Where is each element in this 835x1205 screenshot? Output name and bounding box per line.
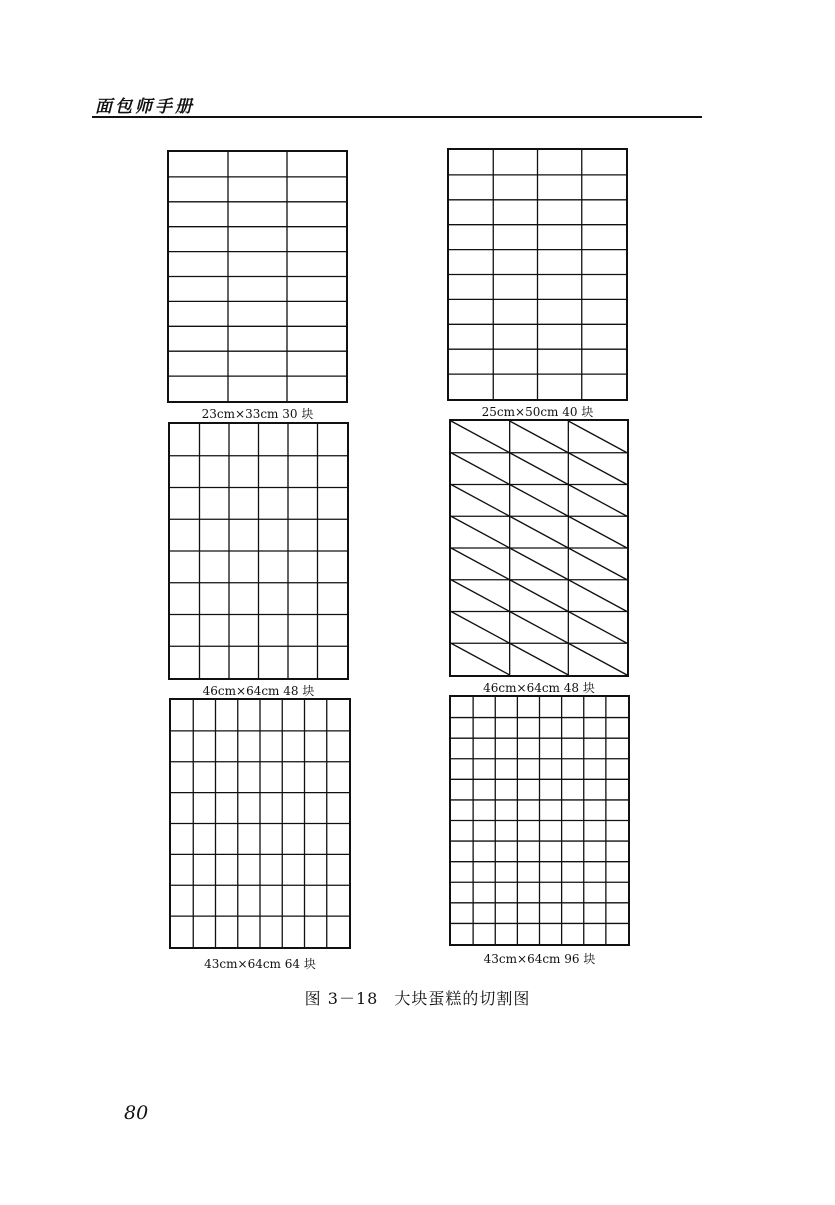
diagonal-cut-line (568, 421, 627, 453)
cutting-diagram-3 (168, 422, 349, 680)
diagonal-cut-line (510, 643, 569, 675)
diagonal-cut-line (568, 548, 627, 580)
diagonal-cut-line (451, 643, 510, 675)
page-number: 80 (124, 1102, 149, 1124)
diagonal-cut-line (568, 516, 627, 548)
diagonal-cut-line (451, 453, 510, 485)
diagram-caption-4: 46cm×64cm 48 块 (483, 681, 595, 695)
figure-title: 大块蛋糕的切割图 (394, 989, 531, 1008)
figure-caption (0, 986, 835, 1009)
diagonal-cut-line (568, 580, 627, 612)
diagonal-cut-line (510, 612, 569, 644)
diagram-caption-2: 25cm×50cm 40 块 (481, 405, 594, 419)
figure-number: 图 3－18 (304, 989, 379, 1008)
diagonal-cut-line (510, 580, 569, 612)
diagonal-cut-line (451, 548, 510, 580)
diagram-caption-5: 43cm×64cm 64 块 (204, 957, 316, 971)
running-header: 面包师手册 (95, 97, 195, 117)
diagonal-cut-line (451, 421, 510, 453)
header-rule (92, 116, 702, 118)
cutting-diagram-6 (449, 695, 630, 946)
cutting-diagram-4 (449, 419, 629, 677)
diagonal-cut-line (510, 516, 569, 548)
diagram-caption-6: 43cm×64cm 96 块 (483, 952, 596, 966)
diagonal-cut-line (510, 548, 569, 580)
diagonal-cut-line (451, 612, 510, 644)
diagram-caption-3: 46cm×64cm 48 块 (202, 684, 315, 698)
diagonal-cut-line (510, 485, 569, 517)
cutting-diagram-1 (167, 150, 348, 403)
diagonal-cut-line (451, 580, 510, 612)
cutting-diagram-2 (447, 148, 628, 401)
diagram-caption-1: 23cm×33cm 30 块 (201, 407, 314, 421)
diagonal-cut-line (568, 612, 627, 644)
diagonal-cut-line (510, 453, 569, 485)
cutting-diagram-5 (169, 698, 351, 949)
diagonal-cut-line (568, 485, 627, 517)
diagonal-cut-line (510, 421, 569, 453)
diagonal-cut-line (451, 485, 510, 517)
diagonal-cut-line (568, 643, 627, 675)
diagonal-cut-line (451, 516, 510, 548)
diagonal-cut-line (568, 453, 627, 485)
